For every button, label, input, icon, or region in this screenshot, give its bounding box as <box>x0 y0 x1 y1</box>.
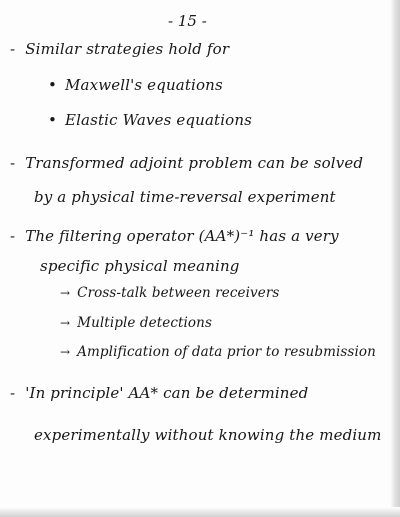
list-item <box>10 229 339 244</box>
item-continuation: experimentally without knowing the medium <box>34 426 382 444</box>
sub-item-text: Multiple detections <box>77 315 212 331</box>
page-edge-shadow-bottom <box>0 507 400 517</box>
dot-bullet: • <box>48 111 57 129</box>
sub-list-item <box>48 78 223 93</box>
dash-bullet: - <box>10 227 16 245</box>
arrow-bullet: → <box>60 316 71 330</box>
page-number: - 15 - <box>168 12 207 30</box>
sub-list-item <box>48 113 252 128</box>
sub-list-item <box>60 317 212 331</box>
dash-bullet: - <box>10 40 16 58</box>
sub-item-text: Elastic Waves equations <box>65 111 253 129</box>
item-text: Similar strategies hold for <box>25 40 230 58</box>
sub-item-text: Amplification of data prior to resubmission <box>77 344 376 360</box>
dot-bullet: • <box>48 76 57 94</box>
list-item <box>10 42 229 57</box>
dash-bullet: - <box>10 384 16 402</box>
item-continuation: specific physical meaning <box>40 257 240 275</box>
sub-list-item <box>60 346 376 360</box>
dash-bullet: - <box>10 154 16 172</box>
list-item <box>10 156 363 171</box>
list-item <box>10 386 308 401</box>
arrow-bullet: → <box>60 345 71 359</box>
page-edge-shadow <box>390 0 400 517</box>
item-text: Transformed adjoint problem can be solved <box>25 154 364 172</box>
item-continuation: by a physical time-reversal experiment <box>34 188 336 206</box>
item-text: 'In principle' AA* can be determined <box>25 384 309 402</box>
arrow-bullet: → <box>60 286 71 300</box>
sub-item-text: Cross-talk between receivers <box>77 285 280 301</box>
sub-item-text: Maxwell's equations <box>65 76 223 94</box>
sub-list-item <box>60 287 279 301</box>
item-text: The filtering operator (AA*)⁻¹ has a very <box>25 227 339 245</box>
